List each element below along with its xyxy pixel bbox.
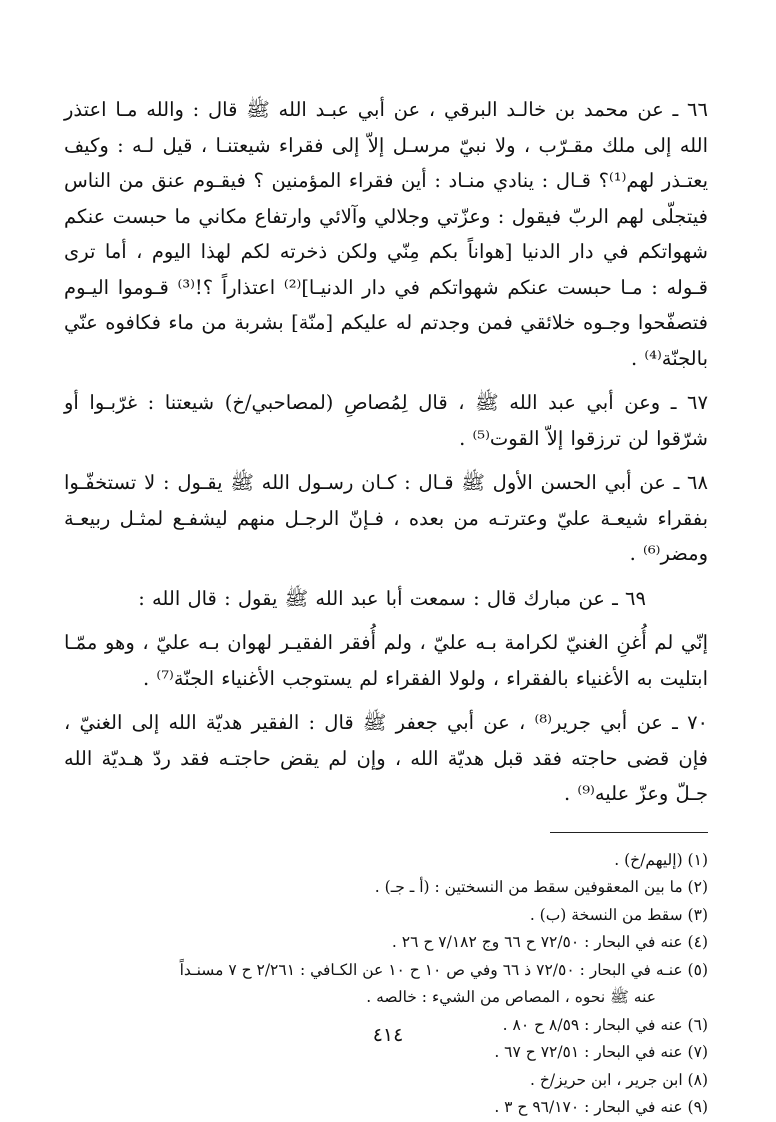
hadith-70: ٧٠ ـ عن أبي جرير⁽⁸⁾ ، عن أبي جعفر ﷺ قال : الفقير هديّة الله إلى الغنيّ ، فإن قضى حاجته فقد قبل هديّة الله ، وإن لم يقض حاجتـه فقد ردّ هـديّة الله جـلّ وعزّ عليه⁽⁹⁾ .: [64, 711, 709, 805]
footnote-8: (٨) ابن جرير ، ابن حريز/خ .: [530, 1070, 708, 1089]
main-text: [64, 92, 708, 812]
hadith-69-text: إنّي لم أُغنِ الغنيّ لكرامة بـه عليّ ، ولم أُفقر الفقيـر لهوان بـه عليّ ، وهو ممّـا ابتليت به الأغنياء بالفقراء ، ولولا الفقراء لم يستوجب الأغنياء الجنّة⁽⁷⁾ .: [64, 631, 708, 690]
footnote-7: (٧) عنه في البحار : ٧٢/٥١ ح ٦٧ .: [494, 1043, 708, 1061]
footnote-4: (٤) عنه في البحار : ٧٢/٥٠ ح ٦٦ وج ٧/١٨٢ ح ٢٦ .: [391, 933, 708, 951]
footnote-5: (٥) عنـه في البحار : ٧٢/٥٠ ذ ٦٦ وفي ص ١٠ ح ١٠ عن الكـافي : ٢/٢٦١ ح ٧ مسنـداً: [179, 960, 708, 979]
footnote-1: (١) (إليهم/خ) .: [614, 850, 708, 869]
hadith-68: ٦٨ ـ عن أبي الحسن الأول ﷺ قـال : كـان رسـول الله ﷺ يقـول : لا تستخفّـوا بفقراء شيعـة عليّ وعترتـه من بعده ، فـإنّ الرجـل منهم ليشفـع لمثـل ربيعـة ومضر⁽⁶⁾ .: [64, 471, 708, 565]
footnotes: [64, 847, 708, 1122]
footnote-2: (٢) ما بين المعقوفين سقط من النسختين : (أ ـ جـ) .: [374, 878, 708, 896]
page-number: ٤١٤: [372, 1024, 404, 1046]
footnote-3: (٣) سقط من النسخة (ب) .: [529, 905, 708, 924]
hadith-69-intro: ٦٩ ـ عن مبارك قال : سمعت أبا عبد الله ﷺ يقول : قال الله :: [138, 586, 646, 610]
footnote-6: (٦) عنه في البحار : ٨/٥٩ ح ٨٠ .: [502, 1015, 708, 1034]
footnote-divider: [550, 832, 708, 833]
footnote-9: (٩) عنه في البحار : ٩٦/١٧٠ ح ٣ .: [494, 1098, 708, 1116]
hadith-66: ٦٦ ـ عن محمد بن خالـد البرقي ، عن أبي عبـد الله ﷺ قال : والله مـا اعتذر الله إلى ملك مقـرّب ، ولا نبيّ مرسـل إلاّ إلى فقراء شيعتنـا ، قيل لـه : وكيف يعتـذر لهم⁽¹⁾؟ قـال : ينادي منـاد : أين فقراء المؤمنين ؟ فيقـوم عنق من الناس فيتجلّى لهم الربّ فيقول : وعزّتي وجلالي وآلائي وارتفاع مكاني ما حبست عنكم شهواتكم في دار الدنيا [هواناً بكم مِنّي ولكن ذخرته لكم لهذا اليوم ، أما ترى قـوله : مـا حبست عنكم شهواتكم في دار الدنيـا]⁽²⁾ اعتذاراً ؟!⁽³⁾ قـوموا اليـوم فتصفّحوا وجـوه خلائقي فمن وجدتم له عليكم [منّة] بشربة من ماء فكافوه عنّي بالجنّة⁽⁴⁾ .: [64, 98, 709, 370]
hadith-67: ٦٧ ـ وعن أبي عبد الله ﷺ ، قال لِمُصاصِ (لمصاحبي/خ) شيعتنا : غرّبـوا أو شرّقوا لن ترزقوا إلاّ القوت⁽⁵⁾ .: [64, 391, 708, 450]
footnote-5-continued: عنه ﷺ نحوه ، المصاص من الشيء : خالصه .: [366, 988, 656, 1006]
